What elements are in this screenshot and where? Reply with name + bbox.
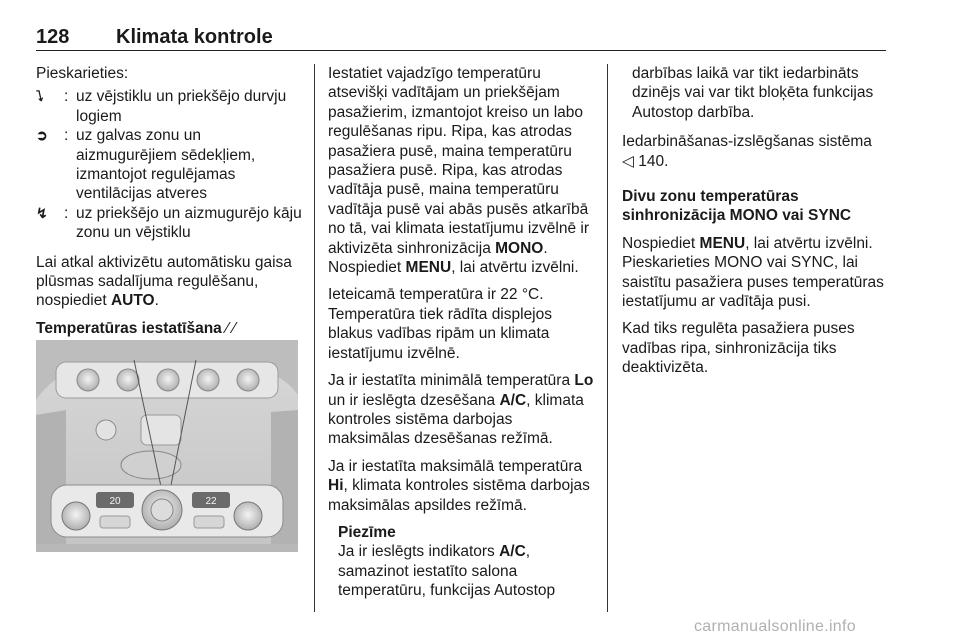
header-divider: [36, 50, 886, 51]
page-reference-link[interactable]: ◁ 140.: [622, 152, 669, 170]
note-text: Ja ir ieslēgts indikators A/C, samazinot iestatīto salona temperatūru, funkcijas Autostop: [338, 543, 556, 600]
definition-row: ↯ : uz priekšējo un aizmugurējo kāju zonu un vējstiklu: [36, 204, 304, 243]
dial-symbols-icon: ⁄ ⁄: [226, 319, 236, 337]
watermark: carmanualsonline.info: [694, 618, 856, 635]
paragraph: Iedarbināšanas-izslēgšanas sistēma ◁ 140.: [622, 133, 872, 170]
paragraph: Ja ir iestatīta minimālā temperatūra Lo un ir ieslēgta dzesēšana A/C, klimata kontroles sistēma darbojas maksimālas dzesēšanas režīmā.: [328, 372, 594, 448]
climate-control-illustration: [36, 340, 298, 552]
paragraph: Nospiediet MENU, lai atvērtu izvēlni.: [328, 259, 579, 277]
windshield-footwell-icon: ⭝: [36, 88, 44, 105]
note-box: [328, 523, 596, 601]
column-divider: [314, 64, 315, 612]
definition-row: ➲ : uz galvas zonu un aizmugurējiem sēdekļiem, izmantojot regulējamas ventilācijas atveres: [36, 126, 304, 204]
column-divider: [607, 64, 608, 612]
section-heading: Temperatūras iestatīšana ⁄ ⁄: [36, 319, 236, 337]
column-3: [622, 64, 890, 386]
definition-text: uz priekšējo un aizmugurējo kāju zonu un vējstiklu: [76, 204, 302, 242]
left-temp-display: 20: [109, 496, 121, 507]
paragraph: Ieteicamā temperatūra ir 22 °C. Temperatūra tiek rādīta displejos blakus vadības ripām un klimata iestatījumu izvēlnē.: [328, 286, 553, 362]
head-zone-icon: ➲: [36, 127, 48, 144]
auto-paragraph: Lai atkal aktivizētu automātisku gaisa plūsmas sadalījuma regulēšanu, nospiediet AUTO.: [36, 253, 292, 310]
page-header: [36, 26, 886, 50]
note-title: Piezīme: [338, 523, 396, 541]
paragraph: Nospiediet MENU, lai atvērtu izvēlni. Pieskarieties MONO vai SYNC, lai saistītu pasažiera puses temperatūras iestatījumu ar vadītāja pusi.: [622, 234, 884, 311]
right-temp-display: 22: [205, 496, 217, 507]
definition-text: uz vējstiklu un priekšējo durvju logiem: [76, 88, 287, 125]
note-continuation: darbības laikā var tikt iedarbināts dzinējs vai var tikt bloķēta funkcijas Autostop darbība.: [632, 65, 874, 121]
airflow-definition-list: [36, 87, 304, 242]
paragraph: Kad tiks regulēta pasažiera puses vadības ripa, sinhronizācija tiks deaktivizēta.: [622, 320, 855, 377]
chapter-title: Klimata kontrole: [116, 26, 273, 48]
intro-text: Pieskarieties:: [36, 65, 129, 82]
column-2: [328, 64, 596, 601]
paragraph: Iestatiet vajadzīgo temperatūru atsevišķi vadītājam un priekšējam pasažierim, izmantojot kreiso un labo regulēšanas ripu. Ripa, kas atrodas pasažiera pusē, maina temperatūru pasažiera pusē. Ripa, kas atrodas vadītāja pusē, maina temperatūru vadītāja pusē vai abās pusēs atkarībā no tā, vai klimata iestatījumu izvēlnē ir aktivizēta sinhronizācija MONO.: [328, 65, 590, 257]
column-1: [36, 64, 304, 346]
definition-text: uz galvas zonu un aizmugurējiem sēdekļiem, izmantojot regulējamas ventilācijas atveres: [76, 127, 256, 203]
section-heading: Divu zonu temperatūras sinhronizācija MONO vai SYNC: [622, 188, 852, 225]
footwell-icon: ↯: [36, 204, 48, 221]
definition-row: ⭝ : uz vējstiklu un priekšējo durvju logiem: [36, 87, 304, 126]
page-number: 128: [36, 26, 70, 48]
paragraph: Ja ir iestatīta maksimālā temperatūra Hi, klimata kontroles sistēma darbojas maksimālas apsildes režīmā.: [328, 457, 590, 514]
